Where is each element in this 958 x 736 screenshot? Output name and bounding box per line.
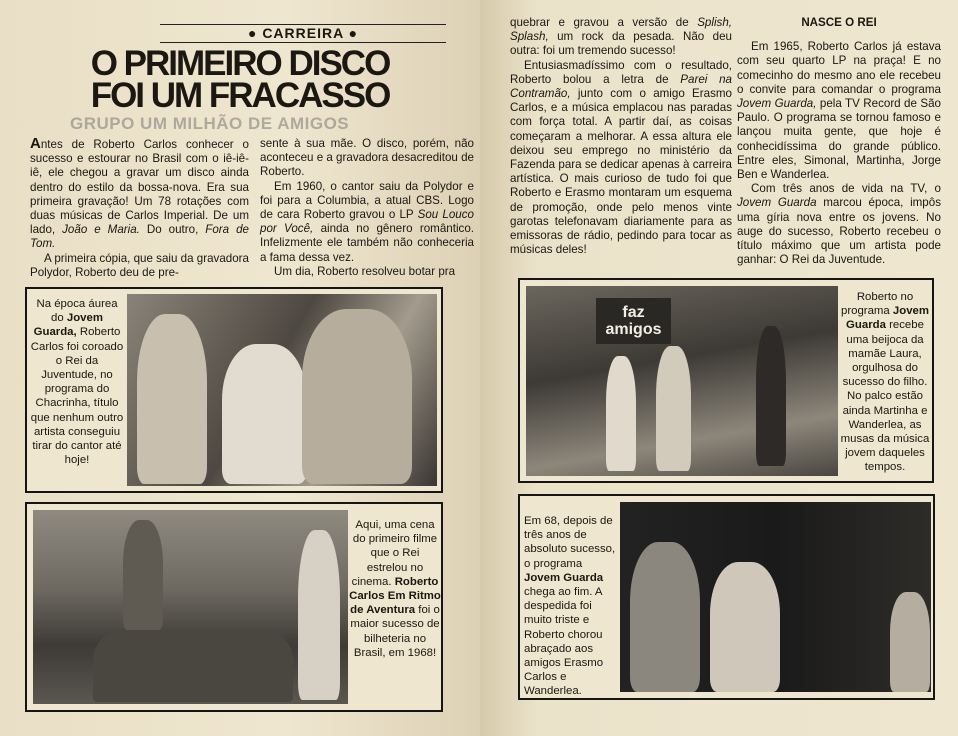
- text-run: Em 68, depois de três anos de absoluto sucesso, o programa: [524, 515, 616, 570]
- text-run: quebrar e gravou a versão de: [510, 16, 698, 29]
- paragraph: [30, 137, 249, 252]
- text-run: Na época áurea do: [36, 298, 118, 325]
- text-run: marcou época, impôs uma gíria nova entre os jovens. No auge do sucesso, Roberto recebeu o título máximo que um artista pode ganhar: O Rei da Juventude.: [737, 196, 941, 267]
- text-run: A primeira cópia, que saiu da gravadora Polydor, Roberto deu de pre-: [30, 251, 249, 279]
- article-column-3: [510, 16, 732, 257]
- watermark: GRUPO UM MILHÃO DE AMIGOS: [70, 114, 350, 133]
- paragraph: [260, 137, 474, 180]
- bold-text: Jovem Guarda: [846, 305, 929, 332]
- photo-box-stage: [518, 278, 934, 483]
- paragraph: [30, 252, 249, 280]
- paragraph: [260, 265, 474, 279]
- bold-text: A: [30, 135, 41, 152]
- text-run: pela TV Record de São Paulo. O programa se tornou famoso e lançou muita gente, que hoje é conhecidíssima do grande público. Entre eles, Simonal, Martinha, Jorge Ben e Wanderlea.: [737, 97, 942, 182]
- italic-text: João e Maria.: [62, 223, 140, 237]
- italic-text: Fora de Tom.: [30, 223, 249, 251]
- photo-movie-scene: [33, 510, 348, 704]
- headline-line-2: FOI UM FRACASSO: [90, 76, 390, 115]
- text-run: junto com o amigo Erasmo Carlos, e a música emplacou nas paradas com força total. A partir daí, as coisas começaram a melhorar. A essa altura ele deixou seu emprego no ministério da Fazenda para se dedicar apenas à carreira artística. O mais curioso de tudo foi que Roberto e Erasmo montaram um esquema de promoção, onde pelo menos vinte garotas telefonavam diariamente para as emissoras de rádio, pedindo para tocar as músicas deles!: [510, 87, 732, 257]
- paragraph: [737, 182, 941, 267]
- column-4-body: [737, 40, 941, 267]
- photo-coronation: [127, 294, 437, 486]
- italic-text: Jovem Guarda,: [737, 97, 817, 111]
- photo-sign-text: faz amigos: [596, 298, 671, 344]
- photo-box-farewell: [518, 494, 935, 700]
- article-column-2: [260, 137, 474, 279]
- text-run: recebe uma beijoca da mamãe Laura, orgulhosa do sucesso do filho. No palco estão ainda Martinha e Wanderlea, as musas da música jovem daqueles tempos.: [840, 319, 930, 474]
- text-run: Aqui, uma cena do primeiro filme que o Rei estrelou no cinema.: [351, 519, 438, 588]
- text-run: ntes de Roberto Carlos conhecer o sucesso e estourar no Brasil com o iê-iê-iê, ele chegou a gravar um disco ainda dentro do estilo da bossa-nova. Era sua primeira gravação! Um 78 rotações com duas músicas de Carlos Imperial. De um lado,: [30, 138, 249, 237]
- subheading-nasce-o-rei: NASCE O REI: [801, 16, 877, 29]
- section-header: [160, 24, 446, 43]
- bullet-icon: ●: [247, 25, 258, 41]
- text-run: Em 1960, o cantor saiu da Polydor e foi para a Columbia, a atual CBS. Logo de cara Roberto gravou o LP: [260, 179, 474, 222]
- text-run: Em 1965, Roberto Carlos já estava com seu quarto LP na praça! E no comecinho do mesmo ano ele recebeu o convite para comandar o programa: [737, 40, 941, 96]
- headline-line-1: O PRIMEIRO DISCO: [90, 44, 390, 83]
- paragraph: [510, 16, 732, 59]
- text-run: Um dia, Roberto resolveu botar pra: [274, 264, 456, 278]
- bold-text: Jovem Guarda,: [33, 312, 103, 339]
- article-column-4: [737, 16, 941, 267]
- text-run: ainda no gênero romântico. Infelizmente ele também não conheceria a fama dessa vez.: [260, 222, 474, 264]
- italic-text: Splish, Splash,: [510, 16, 732, 44]
- photo-box-coronation: [25, 287, 443, 493]
- bold-text: Roberto Carlos Em Ritmo de Aventura: [349, 575, 441, 617]
- italic-text: Jovem Guarda: [737, 196, 817, 210]
- text-run: Com três anos de vida na TV, o: [751, 182, 941, 196]
- text-run: Entusiasmadíssimo com o resultado, Roberto bolou a letra de: [510, 58, 732, 86]
- bullet-icon: ●: [348, 25, 359, 41]
- photo-stage: [526, 286, 838, 476]
- text-run: um rock da pesada. Não deu outra: foi um tremendo sucesso!: [510, 30, 732, 58]
- text-run: foi o maior sucesso de bilheteria no Brasil, em 1968!: [350, 604, 440, 659]
- italic-text: Parei na Contramão,: [510, 72, 732, 101]
- bold-text: Jovem Guarda: [524, 571, 604, 584]
- caption-farewell: [524, 514, 616, 699]
- caption-stage: [838, 290, 932, 475]
- caption-coronation: [29, 297, 125, 467]
- section-label: CARREIRA: [262, 25, 344, 41]
- photo-box-movie: [25, 502, 443, 712]
- text-run: Roberto Carlos foi coroado o Rei da Juventude, no programa do Chacrinha, título que nenhum outro artista conseguiu tirar do cantor até hoje!: [30, 326, 124, 467]
- text-run: sente à sua mãe. O disco, porém, não aconteceu e a gravadora desacreditou de Roberto.: [260, 137, 474, 179]
- paragraph: [737, 40, 941, 182]
- article-column-1: [30, 137, 249, 280]
- paragraph: [260, 180, 474, 265]
- right-page: [480, 0, 958, 736]
- text-run: Do outro,: [139, 223, 206, 237]
- paragraph: [510, 59, 732, 258]
- caption-movie: [349, 518, 441, 660]
- italic-text: Sou Louco por Você,: [260, 208, 474, 236]
- text-run: Roberto no programa: [840, 291, 914, 318]
- photo-farewell: [620, 502, 931, 692]
- text-run: chega ao fim. A despedida foi muito triste e Roberto chorou abraçado aos amigos Erasmo Carlos e Wanderlea.: [524, 586, 604, 698]
